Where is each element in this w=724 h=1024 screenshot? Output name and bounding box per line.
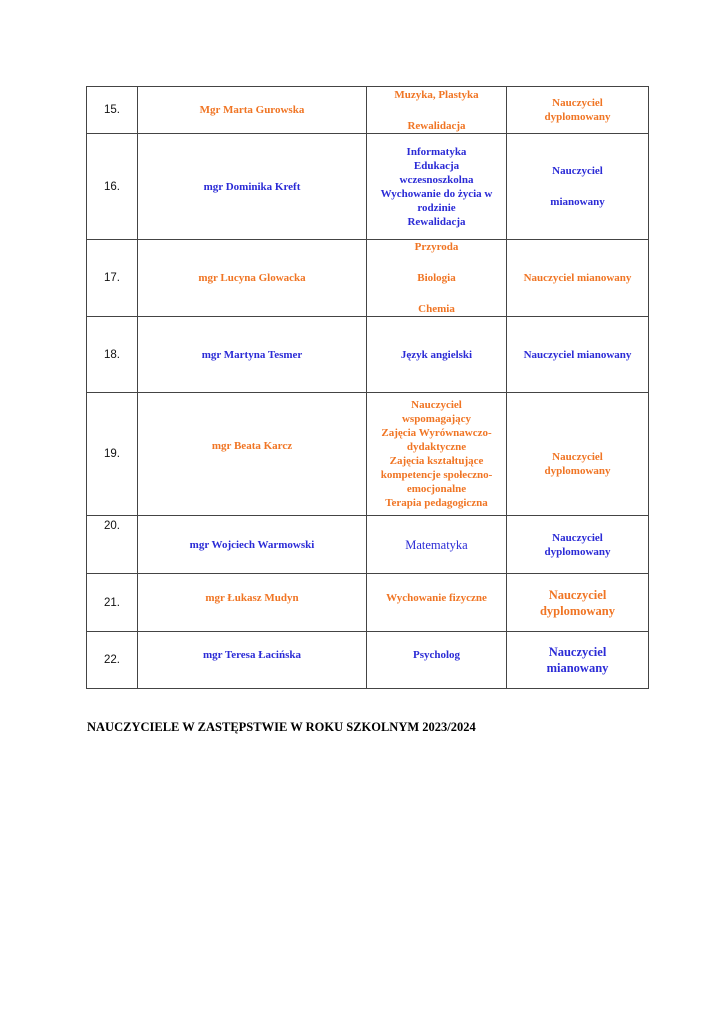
title-line: dyplomowany — [539, 603, 616, 618]
table-row — [87, 574, 649, 632]
teacher-title — [507, 574, 649, 632]
subject-line: Matematyka — [405, 537, 468, 552]
teacher-subjects — [367, 87, 507, 134]
subject-line: Wychowanie do życia w — [380, 187, 493, 200]
row-number: 18. — [87, 317, 138, 393]
row-number: 19. — [87, 393, 138, 516]
subject-line: emocjonalne — [406, 483, 467, 495]
title-line: mianowany — [546, 661, 609, 675]
table-row — [87, 134, 649, 240]
subject-line: Zajęcia kształtujące — [389, 455, 484, 467]
subject-line: Chemia — [418, 303, 455, 315]
teacher-name-text: mgr Teresa Łacińska — [203, 649, 301, 661]
row-number: 22. — [87, 632, 138, 689]
teacher-name-text: mgr Łukasz Mudyn — [205, 591, 299, 604]
teacher-subjects: Język angielski — [367, 317, 507, 393]
teacher-name: Mgr Marta Gurowska — [138, 87, 367, 134]
title-line: dyplomowany — [544, 111, 611, 123]
subject-line: Rewalidacja — [407, 119, 466, 132]
subject-line: Rewalidacja — [407, 215, 466, 228]
table-row — [87, 317, 649, 393]
table-row — [87, 87, 649, 134]
teacher-name: mgr Lucyna Glowacka — [138, 240, 367, 317]
row-number: 21. — [87, 574, 138, 632]
subject-line: Edukacja — [413, 159, 460, 172]
row-number: 20. — [87, 516, 138, 574]
teacher-name: mgr Dominika Kreft — [138, 134, 367, 240]
subject-line: Nauczyciel — [411, 399, 462, 411]
title-line: Nauczyciel — [548, 587, 607, 602]
teacher-title: Nauczyciel mianowany — [507, 240, 649, 317]
title-line: Nauczyciel — [552, 97, 603, 109]
subject-line: kompetencje społeczno- — [380, 469, 493, 481]
teacher-subjects — [367, 240, 507, 317]
title-line: dyplomowany — [544, 545, 611, 558]
row-number: 16. — [87, 134, 138, 240]
subject-line: Przyroda — [414, 241, 459, 253]
table-row — [87, 240, 649, 317]
teacher-name: mgr Wojciech Warmowski — [138, 516, 367, 574]
teacher-title — [507, 87, 649, 134]
subject-line: rodzinie — [417, 201, 456, 214]
teacher-subjects — [367, 134, 507, 240]
subject-line: wczesnoszkolna — [399, 173, 474, 186]
teacher-title — [507, 393, 649, 516]
section-heading: NAUCZYCIELE W ZASTĘPSTWIE W ROKU SZKOLNYM 2023/2024 — [87, 720, 476, 734]
teacher-subjects — [367, 516, 507, 574]
teachers-table — [86, 86, 649, 689]
table-row — [87, 516, 649, 574]
teacher-title — [507, 632, 649, 689]
teacher-subjects — [367, 574, 507, 632]
subject-line: Terapia pedagogiczna — [385, 497, 488, 509]
teacher-subjects — [367, 632, 507, 689]
subject-line: Zajęcia Wyrównawczo- — [381, 427, 492, 439]
table-row — [87, 632, 649, 689]
title-line: Nauczyciel — [552, 165, 603, 177]
subject-line: Informatyka — [406, 145, 467, 158]
teacher-name-text: mgr Beata Karcz — [211, 440, 293, 452]
teacher-title — [507, 516, 649, 574]
teacher-title: Nauczyciel mianowany — [507, 317, 649, 393]
subject-line: dydaktyczne — [406, 441, 467, 453]
teacher-name: mgr Martyna Tesmer — [138, 317, 367, 393]
subject-line: Biologia — [417, 272, 456, 284]
row-number: 17. — [87, 240, 138, 317]
teacher-title — [507, 134, 649, 240]
teacher-subjects — [367, 393, 507, 516]
title-line: Nauczyciel — [552, 531, 603, 544]
subject-line: Psycholog — [412, 649, 461, 661]
teacher-name — [138, 393, 367, 516]
table-row — [87, 393, 649, 516]
teacher-name — [138, 574, 367, 632]
title-line: Nauczyciel — [552, 451, 603, 463]
subject-line: Wychowanie fizyczne — [386, 591, 487, 604]
title-line: dyplomowany — [544, 465, 611, 477]
title-line: Nauczyciel — [548, 645, 607, 659]
subject-line: wspomagający — [401, 413, 472, 425]
teacher-name — [138, 632, 367, 689]
row-number: 15. — [87, 87, 138, 134]
title-line: mianowany — [550, 196, 605, 208]
subject-line: Muzyka, Plastyka — [394, 88, 479, 101]
